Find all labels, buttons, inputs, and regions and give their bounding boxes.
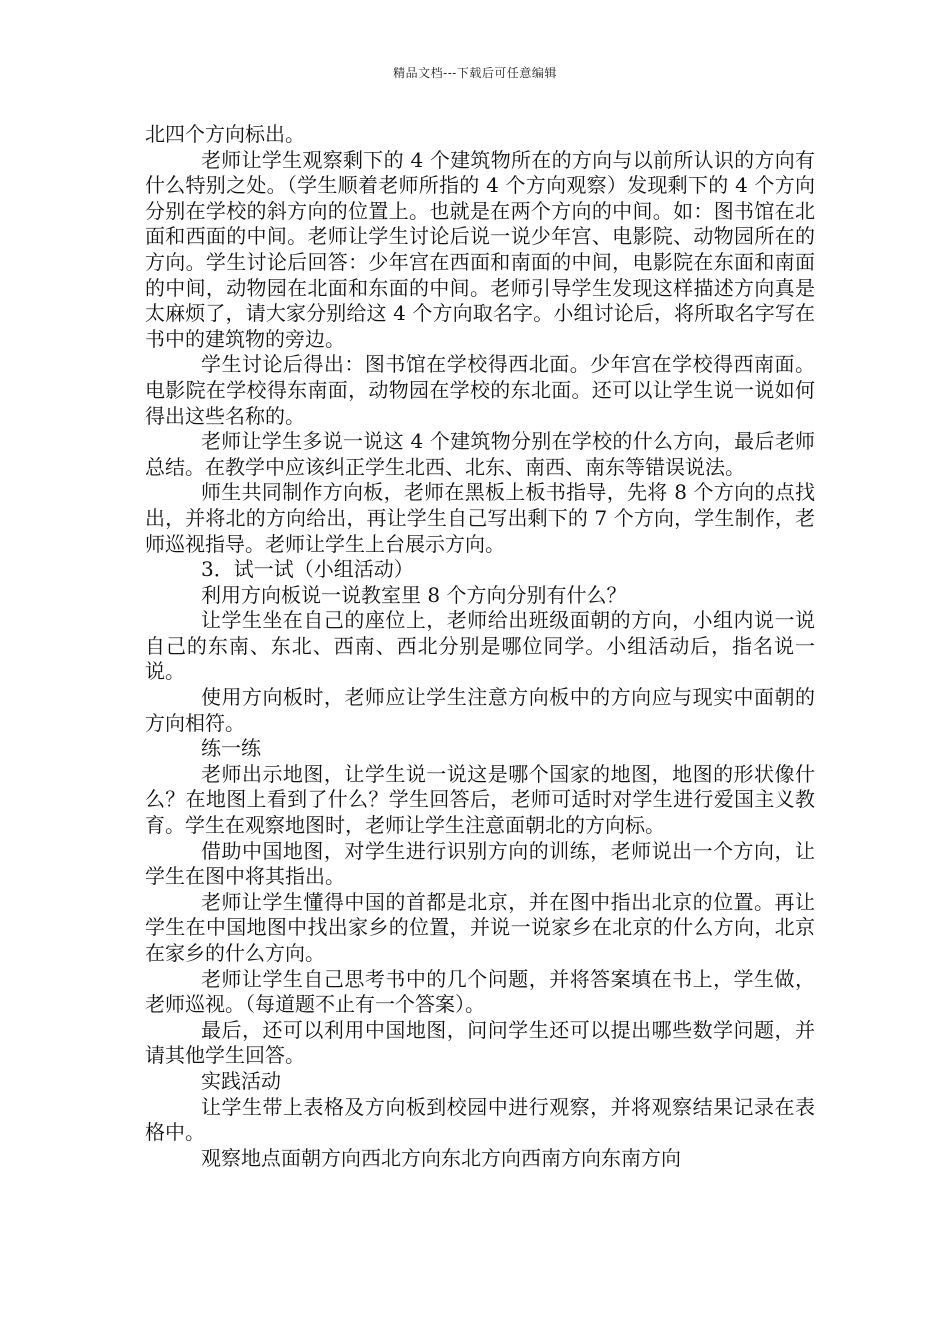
paragraph: 学生讨论后得出：图书馆在学校得西北面。少年宫在学校得西南面。电影院在学校得东南面，动物园在学校的东北面。还可以让学生说一说如何得出这些名称的。 — [145, 352, 815, 428]
section-heading: 练一练 — [201, 736, 261, 761]
paragraph: 最后，还可以利用中国地图，问问学生还可以提出哪些数学问题，并请其他学生回答。 — [145, 1017, 815, 1068]
section-heading: 实践活动 — [201, 1068, 281, 1093]
paragraph: 老师出示地图，让学生说一说这是哪个国家的地图，地图的形状像什么？在地图上看到了什么？学生回答后，老师可适时对学生进行爱国主义教育。学生在观察地图时，老师让学生注意面朝北的方向标。 — [145, 761, 815, 838]
paragraph: 让学生坐在自己的座位上，老师给出班级面朝的方向，小组内说一说自己的东南、东北、西南、西北分别是哪位同学。小组活动后，指名说一说。 — [145, 608, 815, 684]
paragraph: 利用方向板说一说教室里 8 个方向分别有什么？ — [201, 582, 627, 607]
paragraph: 北四个方向标出。 — [145, 122, 305, 146]
document-body — [145, 122, 815, 1171]
paragraph: 老师让学生懂得中国的首都是北京，并在图中指出北京的位置。再让学生在中国地图中找出家乡的位置，并说一说家乡在北京的什么方向，北京在家乡的什么方向。 — [145, 889, 815, 965]
paragraph: 老师让学生观察剩下的 4 个建筑物所在的方向与以前所认识的方向有什么特别之处。（学生顺着老师所指的 4 个方向观察）发现剩下的 4 个方向分别在学校的斜方向的位置上。也就是在两个方向的中间。如：图书馆在北面和西面的中间。老师让学生讨论后说一说少年宫、电影院、动物园所在的方向。学生讨论后回答：少年宫在西面和南面的中间，电影院在东面和南面的中间，动物园在北面和东面的中间。老师引导学生发现这样描述方向真是太麻烦了，请大家分别给这 4 个方向取名字。小组讨论后，将所取名字写在书中的建筑物的旁边。 — [145, 147, 815, 351]
paragraph: 老师让学生多说一说这 4 个建筑物分别在学校的什么方向，最后老师总结。在教学中应该纠正学生北西、北东、南西、南东等错误说法。 — [145, 429, 815, 479]
section-heading: 3．试一试（小组活动） — [201, 557, 414, 582]
page-header: 精品文档---下载后可任意编辑 — [393, 66, 557, 80]
paragraph: 借助中国地图，对学生进行识别方向的训练，老师说出一个方向，让学生在图中将其指出。 — [145, 838, 815, 889]
paragraph: 老师让学生自己思考书中的几个问题，并将答案填在书上，学生做，老师巡视。（每道题不止有一个答案）。 — [145, 966, 815, 1017]
paragraph: 使用方向板时，老师应让学生注意方向板中的方向应与现实中面朝的方向相符。 — [145, 685, 815, 735]
paragraph: 让学生带上表格及方向板到校园中进行观察，并将观察结果记录在表格中。 — [145, 1094, 815, 1145]
table-header-line: 观察地点面朝方向西北方向东北方向西南方向东南方向 — [201, 1145, 681, 1170]
paragraph: 师生共同制作方向板，老师在黑板上板书指导，先将 8 个方向的点找出，并将北的方向给出，再让学生自己写出剩下的 7 个方向，学生制作，老师巡视指导。老师让学生上台展示方向。 — [145, 480, 815, 556]
